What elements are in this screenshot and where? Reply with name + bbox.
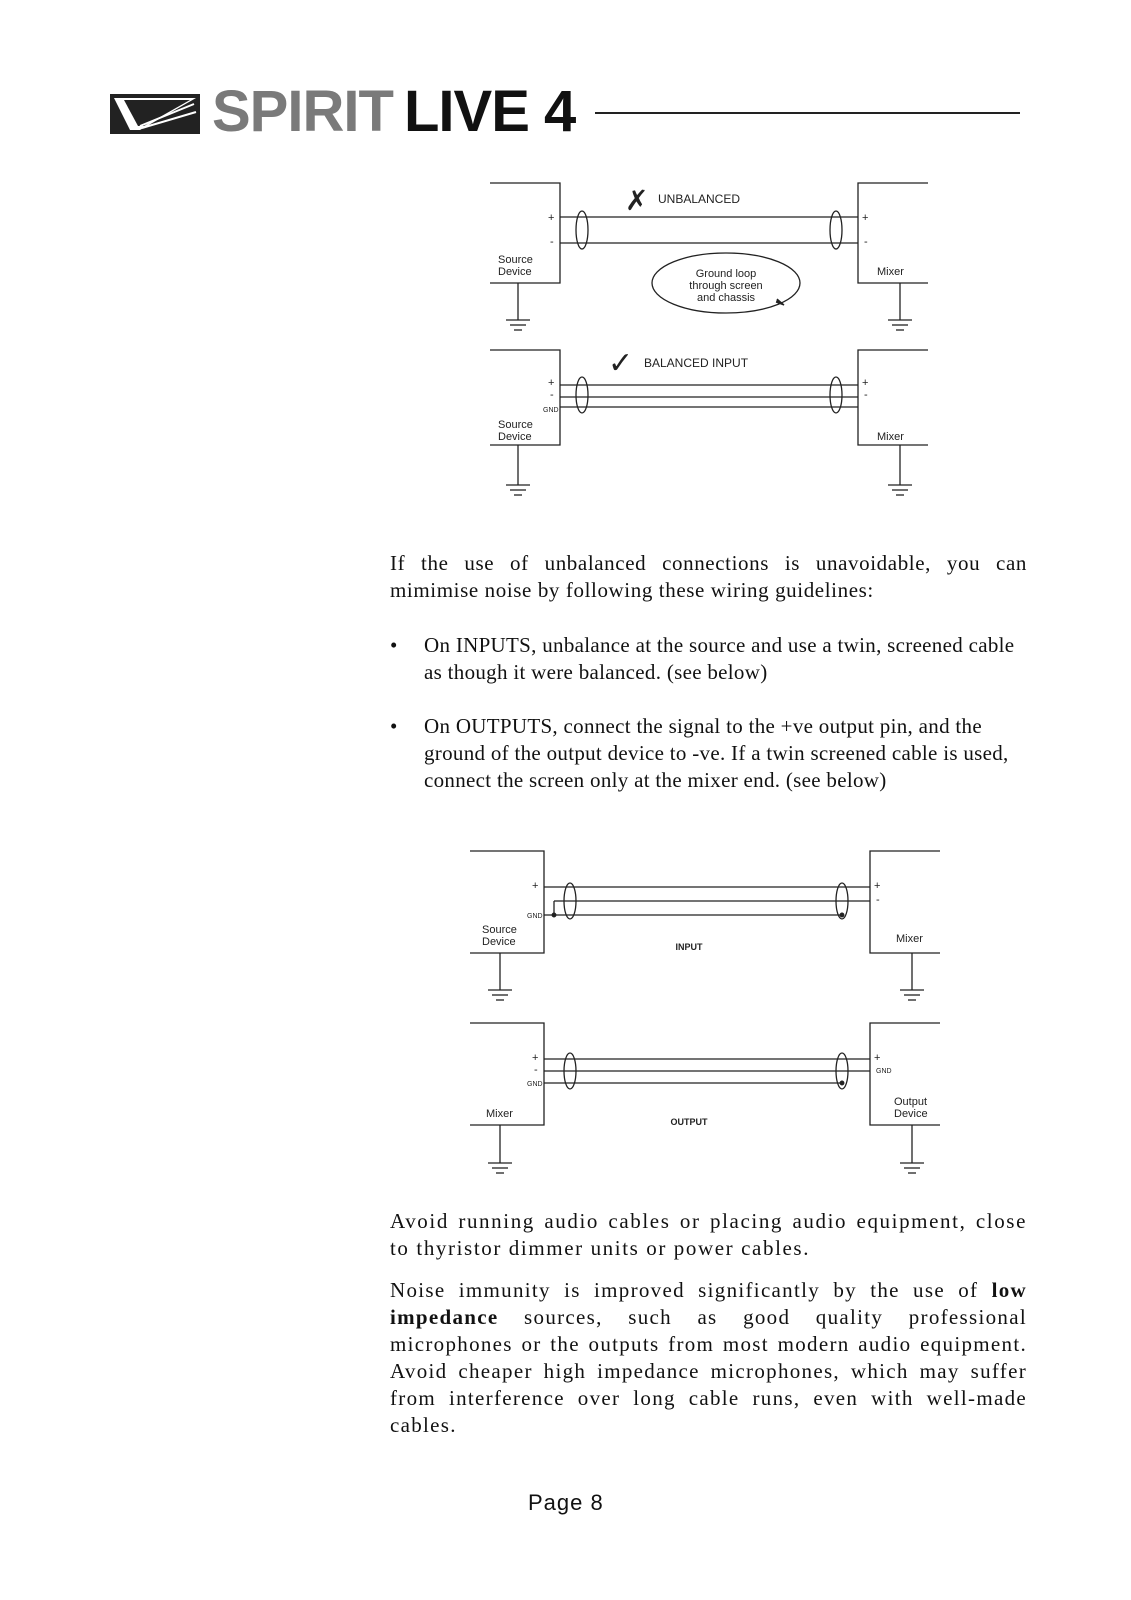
avoid-paragraph: Avoid running audio cables or placing audio equipment, close to thyristor dimmer units or power cables. xyxy=(390,1209,1027,1260)
bullet-icon: • xyxy=(390,714,398,738)
page-number: Page 8 xyxy=(528,1490,604,1515)
output-gnd-left: GND xyxy=(527,1081,543,1088)
input-plus-left: + xyxy=(532,880,539,892)
ground-loop-note-3: and chassis xyxy=(696,292,756,304)
unbalanced-source-label-2: Device xyxy=(498,266,532,278)
unbalanced-minus-left: - xyxy=(550,236,554,248)
output-mixer-label: Mixer xyxy=(486,1108,513,1120)
ground-loop-note-2: through screen xyxy=(689,280,763,292)
unbalanced-cross-icon: ✗ xyxy=(625,185,649,216)
balanced-gnd-left: GND xyxy=(543,407,559,414)
output-plus-right: + xyxy=(874,1052,881,1064)
output-gnd-right: GND xyxy=(876,1068,892,1075)
unbalanced-plus-left: + xyxy=(548,212,555,224)
ground-loop-note-1: Ground loop xyxy=(695,268,757,280)
balanced-minus-right: - xyxy=(864,389,868,401)
input-title: INPUT xyxy=(675,942,703,952)
unbalanced-label: UNBALANCED xyxy=(658,192,741,206)
output-title: OUTPUT xyxy=(670,1117,708,1127)
output-plus-left: + xyxy=(532,1052,539,1064)
balanced-plus-right: + xyxy=(862,377,869,389)
balanced-label: BALANCED INPUT xyxy=(644,356,749,370)
wiring-diagram-bottom xyxy=(470,845,940,1190)
unbalanced-plus-right: + xyxy=(862,212,869,224)
list-item xyxy=(390,632,1030,686)
output-minus-left: - xyxy=(534,1064,538,1076)
wiring-diagram-top xyxy=(480,175,940,515)
input-source-label-2: Device xyxy=(482,936,516,948)
input-source-label-1: Source xyxy=(482,924,517,936)
noise-immunity-paragraph xyxy=(390,1277,1027,1439)
noise-text-bold: low impedance xyxy=(390,1278,1027,1329)
brand-name: SPIRIT xyxy=(212,79,393,144)
output-device-label-1: Output xyxy=(894,1096,928,1108)
guideline-outputs: On OUTPUTS, connect the signal to the +ve output pin, and the ground of the output device to -ve. If a twin screened cable is used, connect the screen only at the mixer end. (see below) xyxy=(424,714,1009,792)
balanced-minus-left: - xyxy=(550,389,554,401)
header-rule xyxy=(595,112,1020,114)
intro-paragraph: If the use of unbalanced connections is unavoidable, you can mimimise noise by following these wiring guidelines: xyxy=(390,551,1027,602)
balanced-check-icon: ✓ xyxy=(608,347,634,380)
guideline-inputs: On INPUTS, unbalance at the source and use a twin, screened cable as though it were balanced. (see below) xyxy=(424,633,1015,684)
bullet-icon: • xyxy=(390,633,398,657)
balanced-plus-left: + xyxy=(548,377,555,389)
list-item xyxy=(390,713,1030,794)
input-plus-right: + xyxy=(874,880,881,892)
balanced-mixer-label: Mixer xyxy=(877,431,904,443)
balanced-source-label-1: Source xyxy=(498,419,533,431)
noise-text-before: Noise immunity is improved significantly by the use of xyxy=(390,1278,992,1302)
spirit-logo-icon xyxy=(110,86,200,142)
model-name: LIVE 4 xyxy=(404,79,576,144)
input-minus-right: - xyxy=(876,894,880,906)
input-mixer-label: Mixer xyxy=(896,933,923,945)
noise-text-after: sources, such as good quality professional microphones or the outputs from most modern audio equipment. Avoid cheaper high impedance microphones, which may suffer from interference over long cable runs, even with well-made cables. xyxy=(390,1305,1027,1437)
input-gnd-left: GND xyxy=(527,913,543,920)
balanced-source-label-2: Device xyxy=(498,431,532,443)
output-device-label-2: Device xyxy=(894,1108,928,1120)
unbalanced-mixer-label: Mixer xyxy=(877,266,904,278)
unbalanced-source-label-1: Source xyxy=(498,254,533,266)
unbalanced-minus-right: - xyxy=(864,236,868,248)
wiring-guidelines-list xyxy=(390,632,1030,794)
